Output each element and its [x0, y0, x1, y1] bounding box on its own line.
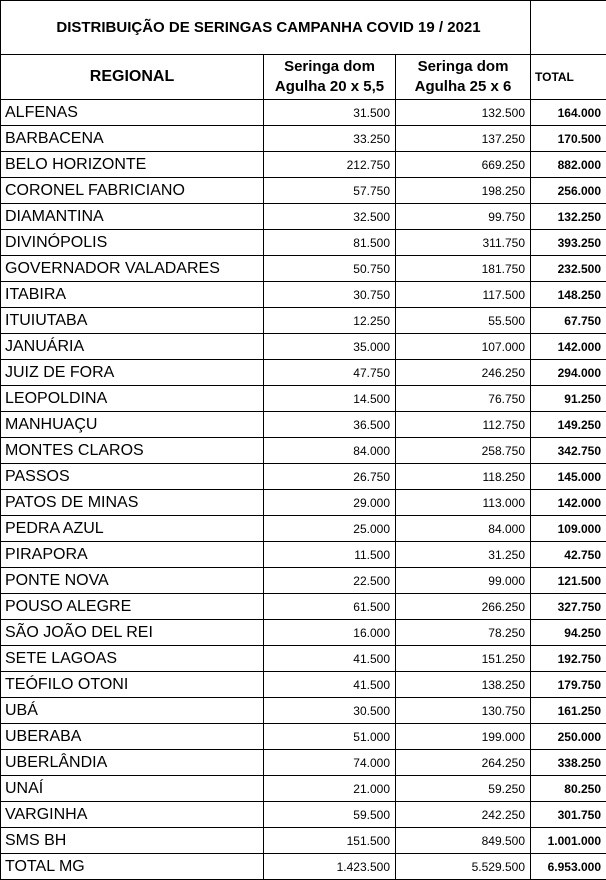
header-syringe-25x6-line1: Seringa dom — [396, 57, 530, 77]
total-cell: 301.750 — [531, 802, 606, 828]
total-cell: 161.250 — [531, 698, 606, 724]
total-cell: 342.750 — [531, 438, 606, 464]
table-row — [1, 802, 606, 828]
regional-cell: SETE LAGOAS — [1, 646, 264, 672]
table-row — [1, 204, 606, 230]
syringe-25x6-cell: 118.250 — [396, 464, 531, 490]
syringe-20x5-5-cell: 50.750 — [264, 256, 396, 282]
syringe-20x5-5-cell: 41.500 — [264, 646, 396, 672]
syringe-25x6-cell: 112.750 — [396, 412, 531, 438]
table-row — [1, 334, 606, 360]
regional-cell: SÃO JOÃO DEL REI — [1, 620, 264, 646]
syringe-25x6-cell: 99.750 — [396, 204, 531, 230]
syringe-25x6-cell: 199.000 — [396, 724, 531, 750]
regional-cell: SMS BH — [1, 828, 264, 854]
syringe-25x6-cell: 78.250 — [396, 620, 531, 646]
header-syringe-20x5-5-line2: Agulha 20 x 5,5 — [264, 77, 395, 97]
total-cell: 256.000 — [531, 178, 606, 204]
total-cell: 882.000 — [531, 152, 606, 178]
regional-cell: PEDRA AZUL — [1, 516, 264, 542]
regional-cell: UBÁ — [1, 698, 264, 724]
total-cell: 232.500 — [531, 256, 606, 282]
syringe-25x6-cell: 242.250 — [396, 802, 531, 828]
table-row — [1, 152, 606, 178]
syringe-25x6-cell: 669.250 — [396, 152, 531, 178]
regional-cell: DIAMANTINA — [1, 204, 264, 230]
total-cell: 250.000 — [531, 724, 606, 750]
table-row — [1, 646, 606, 672]
table-row — [1, 464, 606, 490]
syringe-20x5-5-cell: 51.000 — [264, 724, 396, 750]
table-row — [1, 360, 606, 386]
total-cell: 145.000 — [531, 464, 606, 490]
syringe-20x5-5-cell: 12.250 — [264, 308, 396, 334]
syringe-25x6-cell: 311.750 — [396, 230, 531, 256]
total-cell: 393.250 — [531, 230, 606, 256]
header-syringe-20x5-5-line1: Seringa dom — [264, 57, 395, 77]
total-cell: 142.000 — [531, 490, 606, 516]
syringe-20x5-5-cell: 11.500 — [264, 542, 396, 568]
table-row — [1, 126, 606, 152]
syringe-25x6-cell: 181.750 — [396, 256, 531, 282]
syringe-20x5-5-cell: 21.000 — [264, 776, 396, 802]
table-row — [1, 620, 606, 646]
regional-cell: PASSOS — [1, 464, 264, 490]
regional-cell: UBERABA — [1, 724, 264, 750]
syringe-20x5-5-cell: 30.500 — [264, 698, 396, 724]
syringe-25x6-cell: 264.250 — [396, 750, 531, 776]
regional-cell: UBERLÂNDIA — [1, 750, 264, 776]
title-row — [1, 1, 606, 55]
table-row — [1, 438, 606, 464]
syringe-20x5-5-cell: 47.750 — [264, 360, 396, 386]
regional-cell: POUSO ALEGRE — [1, 594, 264, 620]
syringe-25x6-cell: 113.000 — [396, 490, 531, 516]
total-cell: 67.750 — [531, 308, 606, 334]
regional-cell: MONTES CLAROS — [1, 438, 264, 464]
syringe-20x5-5-cell: 35.000 — [264, 334, 396, 360]
header-total: TOTAL — [531, 55, 606, 100]
syringe-25x6-cell: 5.529.500 — [396, 854, 531, 880]
syringe-25x6-cell: 130.750 — [396, 698, 531, 724]
regional-cell: CORONEL FABRICIANO — [1, 178, 264, 204]
regional-cell: PONTE NOVA — [1, 568, 264, 594]
syringe-20x5-5-cell: 33.250 — [264, 126, 396, 152]
table-row — [1, 776, 606, 802]
regional-cell: JANUÁRIA — [1, 334, 264, 360]
total-cell: 148.250 — [531, 282, 606, 308]
total-cell: 149.250 — [531, 412, 606, 438]
total-cell: 132.250 — [531, 204, 606, 230]
syringe-25x6-cell: 99.000 — [396, 568, 531, 594]
table-row — [1, 542, 606, 568]
syringe-25x6-cell: 137.250 — [396, 126, 531, 152]
syringe-20x5-5-cell: 41.500 — [264, 672, 396, 698]
syringe-25x6-cell: 138.250 — [396, 672, 531, 698]
syringe-25x6-cell: 258.750 — [396, 438, 531, 464]
regional-cell: LEOPOLDINA — [1, 386, 264, 412]
syringe-25x6-cell: 849.500 — [396, 828, 531, 854]
title-empty-cell — [531, 1, 606, 55]
syringe-25x6-cell: 107.000 — [396, 334, 531, 360]
syringe-25x6-cell: 117.500 — [396, 282, 531, 308]
table-row — [1, 308, 606, 334]
header-syringe-25x6-line2: Agulha 25 x 6 — [396, 77, 530, 97]
total-cell: 142.000 — [531, 334, 606, 360]
total-cell: 91.250 — [531, 386, 606, 412]
table-row — [1, 490, 606, 516]
syringe-20x5-5-cell: 29.000 — [264, 490, 396, 516]
total-cell: 109.000 — [531, 516, 606, 542]
table-row — [1, 568, 606, 594]
table-row — [1, 854, 606, 880]
regional-cell: BARBACENA — [1, 126, 264, 152]
table-title: DISTRIBUIÇÃO DE SERINGAS CAMPANHA COVID 19 / 2021 — [1, 1, 531, 55]
syringe-20x5-5-cell: 57.750 — [264, 178, 396, 204]
syringe-20x5-5-cell: 81.500 — [264, 230, 396, 256]
syringe-25x6-cell: 31.250 — [396, 542, 531, 568]
regional-cell: TOTAL MG — [1, 854, 264, 880]
syringe-20x5-5-cell: 61.500 — [264, 594, 396, 620]
syringe-25x6-cell: 198.250 — [396, 178, 531, 204]
regional-cell: UNAÍ — [1, 776, 264, 802]
header-syringe-25x6 — [396, 55, 531, 100]
syringe-20x5-5-cell: 32.500 — [264, 204, 396, 230]
syringe-20x5-5-cell: 25.000 — [264, 516, 396, 542]
syringe-20x5-5-cell: 212.750 — [264, 152, 396, 178]
table-row — [1, 594, 606, 620]
table-row — [1, 672, 606, 698]
syringe-20x5-5-cell: 1.423.500 — [264, 854, 396, 880]
syringe-25x6-cell: 84.000 — [396, 516, 531, 542]
table-row — [1, 828, 606, 854]
syringe-25x6-cell: 266.250 — [396, 594, 531, 620]
header-regional: REGIONAL — [1, 55, 264, 100]
total-cell: 192.750 — [531, 646, 606, 672]
regional-cell: ITABIRA — [1, 282, 264, 308]
syringe-25x6-cell: 59.250 — [396, 776, 531, 802]
regional-cell: PIRAPORA — [1, 542, 264, 568]
table-row — [1, 386, 606, 412]
regional-cell: GOVERNADOR VALADARES — [1, 256, 264, 282]
table-row — [1, 282, 606, 308]
syringe-20x5-5-cell: 151.500 — [264, 828, 396, 854]
regional-cell: VARGINHA — [1, 802, 264, 828]
regional-cell: BELO HORIZONTE — [1, 152, 264, 178]
total-cell: 121.500 — [531, 568, 606, 594]
table-row — [1, 230, 606, 256]
syringe-20x5-5-cell: 14.500 — [264, 386, 396, 412]
total-cell: 294.000 — [531, 360, 606, 386]
total-cell: 179.750 — [531, 672, 606, 698]
total-cell: 94.250 — [531, 620, 606, 646]
syringe-25x6-cell: 246.250 — [396, 360, 531, 386]
syringe-20x5-5-cell: 59.500 — [264, 802, 396, 828]
total-cell: 164.000 — [531, 100, 606, 126]
total-cell: 170.500 — [531, 126, 606, 152]
regional-cell: ALFENAS — [1, 100, 264, 126]
syringe-20x5-5-cell: 74.000 — [264, 750, 396, 776]
table-row — [1, 698, 606, 724]
header-row — [1, 55, 606, 100]
table-row — [1, 516, 606, 542]
total-cell: 80.250 — [531, 776, 606, 802]
syringe-20x5-5-cell: 16.000 — [264, 620, 396, 646]
table-row — [1, 724, 606, 750]
syringe-20x5-5-cell: 30.750 — [264, 282, 396, 308]
table-row — [1, 412, 606, 438]
syringe-20x5-5-cell: 26.750 — [264, 464, 396, 490]
regional-cell: PATOS DE MINAS — [1, 490, 264, 516]
syringe-25x6-cell: 55.500 — [396, 308, 531, 334]
regional-cell: JUIZ DE FORA — [1, 360, 264, 386]
table-row — [1, 100, 606, 126]
total-cell: 338.250 — [531, 750, 606, 776]
header-syringe-20x5-5 — [264, 55, 396, 100]
syringe-20x5-5-cell: 36.500 — [264, 412, 396, 438]
total-cell: 327.750 — [531, 594, 606, 620]
table-row — [1, 256, 606, 282]
syringe-25x6-cell: 76.750 — [396, 386, 531, 412]
regional-cell: TEÓFILO OTONI — [1, 672, 264, 698]
total-cell: 6.953.000 — [531, 854, 606, 880]
table-row — [1, 178, 606, 204]
syringe-20x5-5-cell: 22.500 — [264, 568, 396, 594]
total-cell: 1.001.000 — [531, 828, 606, 854]
regional-cell: MANHUAÇU — [1, 412, 264, 438]
syringe-20x5-5-cell: 31.500 — [264, 100, 396, 126]
syringe-25x6-cell: 151.250 — [396, 646, 531, 672]
syringe-25x6-cell: 132.500 — [396, 100, 531, 126]
syringe-20x5-5-cell: 84.000 — [264, 438, 396, 464]
regional-cell: ITUIUTABA — [1, 308, 264, 334]
table-row — [1, 750, 606, 776]
total-cell: 42.750 — [531, 542, 606, 568]
regional-cell: DIVINÓPOLIS — [1, 230, 264, 256]
